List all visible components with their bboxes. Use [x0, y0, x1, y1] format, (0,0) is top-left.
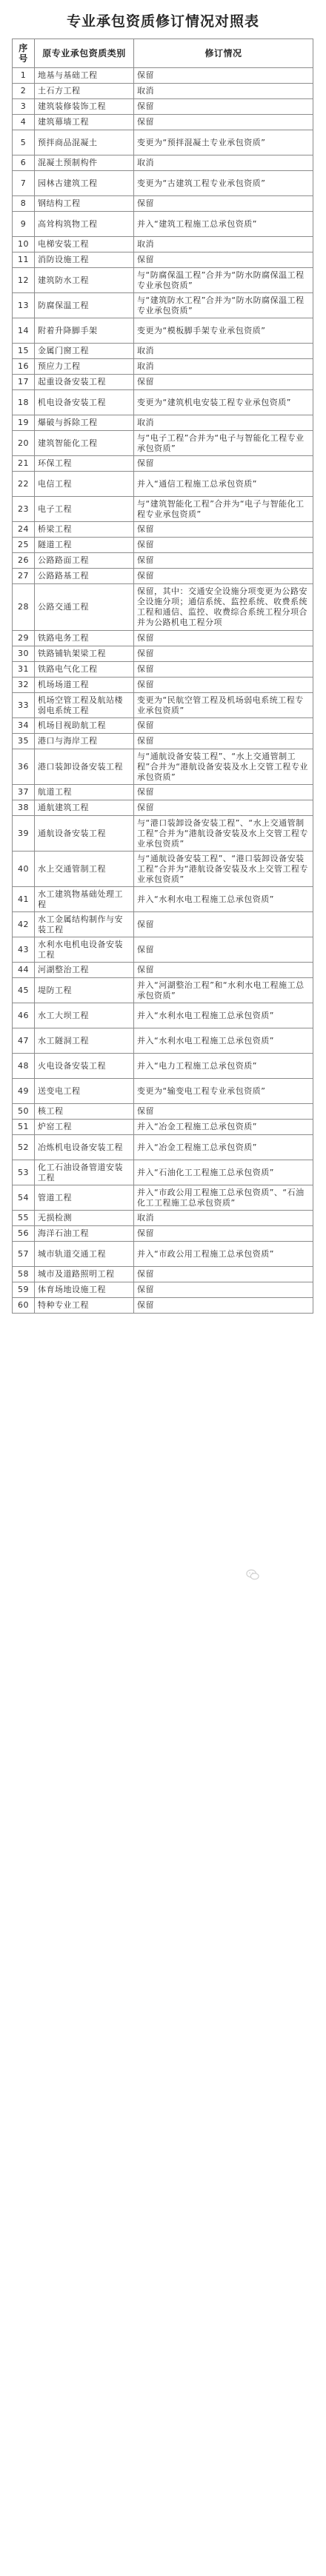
table-row [13, 1079, 313, 1104]
watermark [246, 1567, 313, 1583]
row-category: 金属门窗工程 [35, 344, 134, 359]
row-category: 管道工程 [35, 1185, 134, 1211]
row-number: 17 [13, 375, 35, 390]
row-category: 桥梁工程 [35, 522, 134, 538]
row-category: 城市及道路照明工程 [35, 1267, 134, 1282]
row-number: 40 [13, 852, 35, 887]
row-number: 19 [13, 415, 35, 431]
row-revision: 保留 [134, 522, 313, 538]
row-revision: 变更为“民航空管工程及机场弱电系统工程专业承包资质” [134, 693, 313, 718]
row-revision: 与“通航设备安装工程”、“水上交通管制工程”合并为“港航设备安装及水上交管工程专业承包资质” [134, 749, 313, 785]
row-revision: 并入“电力工程施工总承包资质” [134, 1054, 313, 1079]
row-number: 13 [13, 293, 35, 318]
row-number: 59 [13, 1282, 35, 1298]
row-revision: 保留 [134, 631, 313, 646]
row-number: 24 [13, 522, 35, 538]
row-category: 城市轨道交通工程 [35, 1242, 134, 1267]
table-row [13, 646, 313, 662]
row-category: 园林古建筑工程 [35, 171, 134, 196]
header-revision: 修订情况 [134, 39, 313, 68]
row-number: 30 [13, 646, 35, 662]
row-number: 56 [13, 1226, 35, 1242]
row-category: 高耸构筑物工程 [35, 212, 134, 237]
table-row [13, 734, 313, 749]
row-revision: 与“通航设备安装工程”、“港口装卸设备安装工程”合并为“港航设备安装及水上交管工程专业承包资质” [134, 852, 313, 887]
table-row [13, 497, 313, 522]
table-row [13, 662, 313, 678]
row-category: 机电设备安装工程 [35, 390, 134, 415]
row-number: 28 [13, 584, 35, 631]
row-number: 26 [13, 553, 35, 569]
table-row [13, 785, 313, 800]
row-number: 50 [13, 1104, 35, 1120]
row-revision: 保留 [134, 553, 313, 569]
table-row [13, 268, 313, 293]
row-category: 电信工程 [35, 472, 134, 497]
table-row [13, 1160, 313, 1185]
row-revision: 保留 [134, 800, 313, 816]
row-revision: 保留 [134, 99, 313, 115]
table-row [13, 415, 313, 431]
row-category: 公路交通工程 [35, 584, 134, 631]
table-row [13, 344, 313, 359]
row-category: 特种专业工程 [35, 1298, 134, 1314]
table-row [13, 852, 313, 887]
table-row [13, 1120, 313, 1135]
row-revision: 保留 [134, 456, 313, 472]
row-revision: 并入“市政公用工程施工总承包资质” [134, 1242, 313, 1267]
row-revision: 并入“河湖整治工程”和“水利水电工程施工总承包资质” [134, 978, 313, 1003]
row-category: 电子工程 [35, 497, 134, 522]
row-number: 52 [13, 1135, 35, 1160]
row-category: 地基与基础工程 [35, 68, 134, 84]
row-revision: 保留 [134, 734, 313, 749]
row-category: 土石方工程 [35, 84, 134, 99]
row-revision: 取消 [134, 84, 313, 99]
row-revision: 并入“通信工程施工总承包资质” [134, 472, 313, 497]
row-category: 起重设备安装工程 [35, 375, 134, 390]
row-number: 42 [13, 912, 35, 937]
table-row [13, 1267, 313, 1282]
row-revision: 保留 [134, 569, 313, 584]
row-revision: 变更为“建筑机电安装工程专业承包资质” [134, 390, 313, 415]
row-category: 钢结构工程 [35, 196, 134, 212]
row-category: 消防设施工程 [35, 252, 134, 268]
row-number: 39 [13, 816, 35, 852]
row-number: 49 [13, 1079, 35, 1104]
row-category: 火电设备安装工程 [35, 1054, 134, 1079]
row-number: 11 [13, 252, 35, 268]
row-category: 铁路电务工程 [35, 631, 134, 646]
row-revision: 取消 [134, 237, 313, 252]
table-row [13, 1185, 313, 1211]
row-number: 57 [13, 1242, 35, 1267]
row-number: 3 [13, 99, 35, 115]
row-number: 7 [13, 171, 35, 196]
table-row [13, 68, 313, 84]
row-category: 预应力工程 [35, 359, 134, 375]
row-number: 9 [13, 212, 35, 237]
row-category: 预拌商品混凝土 [35, 130, 134, 155]
row-number: 25 [13, 538, 35, 553]
row-category: 炉窑工程 [35, 1120, 134, 1135]
row-revision: 保留 [134, 252, 313, 268]
table-row [13, 1104, 313, 1120]
row-revision: 取消 [134, 415, 313, 431]
row-category: 电梯安装工程 [35, 237, 134, 252]
table-row [13, 318, 313, 344]
row-category: 水工大坝工程 [35, 1003, 134, 1028]
row-number: 29 [13, 631, 35, 646]
row-number: 18 [13, 390, 35, 415]
row-revision: 保留 [134, 937, 313, 963]
row-category: 铁路铺轨架梁工程 [35, 646, 134, 662]
wechat-icon [246, 1568, 259, 1582]
table-row [13, 718, 313, 734]
row-category: 港口装卸设备安装工程 [35, 749, 134, 785]
row-revision: 保留 [134, 196, 313, 212]
table-row [13, 237, 313, 252]
table-row [13, 553, 313, 569]
row-number: 35 [13, 734, 35, 749]
row-number: 48 [13, 1054, 35, 1079]
table-row [13, 196, 313, 212]
row-number: 2 [13, 84, 35, 99]
row-number: 5 [13, 130, 35, 155]
row-revision: 并入“建筑工程施工总承包资质” [134, 212, 313, 237]
row-revision: 并入“水利水电工程施工总承包资质” [134, 1003, 313, 1028]
row-category: 环保工程 [35, 456, 134, 472]
row-category: 机场目视助航工程 [35, 718, 134, 734]
row-category: 体育场地设施工程 [35, 1282, 134, 1298]
row-revision: 与“港口装卸设备安装工程”、“水上交通管制工程”合并为“港航设备安装及水上交管工程专业承包资质” [134, 816, 313, 852]
table-row [13, 678, 313, 693]
row-revision: 并入“市政公用工程施工总承包资质”、“石油化工工程施工总承包资质” [134, 1185, 313, 1211]
table-row [13, 472, 313, 497]
row-number: 43 [13, 937, 35, 963]
row-revision: 并入“水利水电工程施工总承包资质” [134, 887, 313, 912]
table-row [13, 569, 313, 584]
table-row [13, 1226, 313, 1242]
row-number: 41 [13, 887, 35, 912]
row-revision: 保留 [134, 375, 313, 390]
row-number: 10 [13, 237, 35, 252]
row-category: 防腐保温工程 [35, 293, 134, 318]
row-category: 公路路面工程 [35, 553, 134, 569]
row-revision: 与“建筑智能化工程”合并为“电子与智能化工程专业承包资质” [134, 497, 313, 522]
row-revision: 与“防腐保温工程”合并为“防水防腐保温工程专业承包资质” [134, 268, 313, 293]
row-category: 爆破与拆除工程 [35, 415, 134, 431]
row-number: 8 [13, 196, 35, 212]
row-number: 6 [13, 155, 35, 171]
table-row [13, 749, 313, 785]
table-row [13, 252, 313, 268]
header-no: 序号 [13, 39, 35, 68]
row-revision: 保留，其中：交通安全设施分项变更为公路安全设施分项；通信系统、监控系统、收费系统工程和通信、监控、收费综合系统工程分项合并为公路机电工程分项 [134, 584, 313, 631]
row-category: 混凝土预制构件 [35, 155, 134, 171]
row-category: 水工金属结构制作与安装工程 [35, 912, 134, 937]
row-category: 水利水电机电设备安装工程 [35, 937, 134, 963]
row-revision: 保留 [134, 912, 313, 937]
table-header [13, 39, 313, 68]
row-number: 45 [13, 978, 35, 1003]
row-revision: 取消 [134, 359, 313, 375]
row-revision: 保留 [134, 718, 313, 734]
row-number: 58 [13, 1267, 35, 1282]
row-revision: 保留 [134, 785, 313, 800]
row-revision: 取消 [134, 1211, 313, 1226]
row-category: 水工隧洞工程 [35, 1028, 134, 1054]
row-revision: 保留 [134, 1282, 313, 1298]
row-category: 附着升降脚手架 [35, 318, 134, 344]
row-revision: 保留 [134, 1104, 313, 1120]
table-row [13, 887, 313, 912]
row-category: 堤防工程 [35, 978, 134, 1003]
row-number: 32 [13, 678, 35, 693]
table-row [13, 1135, 313, 1160]
row-number: 21 [13, 456, 35, 472]
table-row [13, 584, 313, 631]
row-revision: 并入“水利水电工程施工总承包资质” [134, 1028, 313, 1054]
row-category: 核工程 [35, 1104, 134, 1120]
row-revision: 保留 [134, 538, 313, 553]
row-category: 冶炼机电设备安装工程 [35, 1135, 134, 1160]
row-revision: 并入“冶金工程施工总承包资质” [134, 1135, 313, 1160]
table-row [13, 293, 313, 318]
table-row [13, 99, 313, 115]
table-row [13, 963, 313, 978]
row-category: 河湖整治工程 [35, 963, 134, 978]
table-body [13, 68, 313, 1314]
row-category: 建筑防水工程 [35, 268, 134, 293]
row-revision: 取消 [134, 155, 313, 171]
table-row [13, 522, 313, 538]
row-revision: 变更为“输变电工程专业承包资质” [134, 1079, 313, 1104]
row-category: 水工建筑物基础处理工程 [35, 887, 134, 912]
page-title: 专业承包资质修订情况对照表 [66, 13, 259, 30]
row-revision: 保留 [134, 1267, 313, 1282]
table-row [13, 456, 313, 472]
row-number: 37 [13, 785, 35, 800]
row-category: 机场场道工程 [35, 678, 134, 693]
row-number: 27 [13, 569, 35, 584]
row-revision: 保留 [134, 1298, 313, 1314]
row-category: 机场空管工程及航站楼弱电系统工程 [35, 693, 134, 718]
row-revision: 保留 [134, 115, 313, 130]
table-row [13, 538, 313, 553]
row-number: 38 [13, 800, 35, 816]
row-number: 15 [13, 344, 35, 359]
table-row [13, 115, 313, 130]
row-number: 20 [13, 431, 35, 456]
row-revision: 保留 [134, 963, 313, 978]
row-category: 建筑幕墙工程 [35, 115, 134, 130]
table-row [13, 1003, 313, 1028]
row-revision: 保留 [134, 68, 313, 84]
table-row [13, 937, 313, 963]
row-revision: 并入“冶金工程施工总承包资质” [134, 1120, 313, 1135]
table-row [13, 631, 313, 646]
row-number: 34 [13, 718, 35, 734]
row-category: 隧道工程 [35, 538, 134, 553]
table-row [13, 1028, 313, 1054]
row-number: 54 [13, 1185, 35, 1211]
row-number: 44 [13, 963, 35, 978]
row-number: 31 [13, 662, 35, 678]
table-row [13, 359, 313, 375]
table-row [13, 978, 313, 1003]
row-number: 55 [13, 1211, 35, 1226]
table-row [13, 431, 313, 456]
row-revision: 变更为“古建筑工程专业承包资质” [134, 171, 313, 196]
row-category: 铁路电气化工程 [35, 662, 134, 678]
row-category: 无损检测 [35, 1211, 134, 1226]
row-number: 53 [13, 1160, 35, 1185]
table-row [13, 1282, 313, 1298]
row-category: 航道工程 [35, 785, 134, 800]
table-row [13, 212, 313, 237]
row-number: 14 [13, 318, 35, 344]
header-row [13, 39, 313, 68]
row-revision: 与“建筑防水工程”合并为“防水防腐保温工程专业承包资质” [134, 293, 313, 318]
row-category: 港口与海岸工程 [35, 734, 134, 749]
table-row [13, 390, 313, 415]
row-number: 36 [13, 749, 35, 785]
row-number: 1 [13, 68, 35, 84]
row-number: 16 [13, 359, 35, 375]
table-row [13, 130, 313, 155]
row-number: 12 [13, 268, 35, 293]
row-revision: 取消 [134, 344, 313, 359]
row-revision: 与“电子工程”合并为“电子与智能化工程专业承包资质” [134, 431, 313, 456]
row-category: 海洋石油工程 [35, 1226, 134, 1242]
row-number: 23 [13, 497, 35, 522]
table-row [13, 375, 313, 390]
row-revision: 变更为“模板脚手架专业承包资质” [134, 318, 313, 344]
table-row [13, 84, 313, 99]
row-number: 22 [13, 472, 35, 497]
table-row [13, 171, 313, 196]
table-row [13, 155, 313, 171]
table-row [13, 912, 313, 937]
header-category: 原专业承包资质类别 [35, 39, 134, 68]
row-revision: 并入“石油化工工程施工总承包资质” [134, 1160, 313, 1185]
row-revision: 保留 [134, 1226, 313, 1242]
table-row [13, 693, 313, 718]
row-category: 建筑装修装饰工程 [35, 99, 134, 115]
row-revision: 保留 [134, 662, 313, 678]
table-row [13, 1211, 313, 1226]
row-category: 建筑智能化工程 [35, 431, 134, 456]
row-revision: 保留 [134, 678, 313, 693]
row-number: 51 [13, 1120, 35, 1135]
row-number: 60 [13, 1298, 35, 1314]
table-row [13, 816, 313, 852]
revision-table [12, 39, 313, 1314]
row-revision: 保留 [134, 646, 313, 662]
row-number: 47 [13, 1028, 35, 1054]
table-row [13, 1242, 313, 1267]
row-category: 化工石油设备管道安装工程 [35, 1160, 134, 1185]
row-number: 4 [13, 115, 35, 130]
row-category: 通航建筑工程 [35, 800, 134, 816]
row-category: 公路路基工程 [35, 569, 134, 584]
row-category: 通航设备安装工程 [35, 816, 134, 852]
row-category: 水上交通管制工程 [35, 852, 134, 887]
table-row [13, 1054, 313, 1079]
row-category: 送变电工程 [35, 1079, 134, 1104]
table-row [13, 800, 313, 816]
row-revision: 变更为“预拌混凝土专业承包资质” [134, 130, 313, 155]
row-number: 33 [13, 693, 35, 718]
row-number: 46 [13, 1003, 35, 1028]
table-row [13, 1298, 313, 1314]
